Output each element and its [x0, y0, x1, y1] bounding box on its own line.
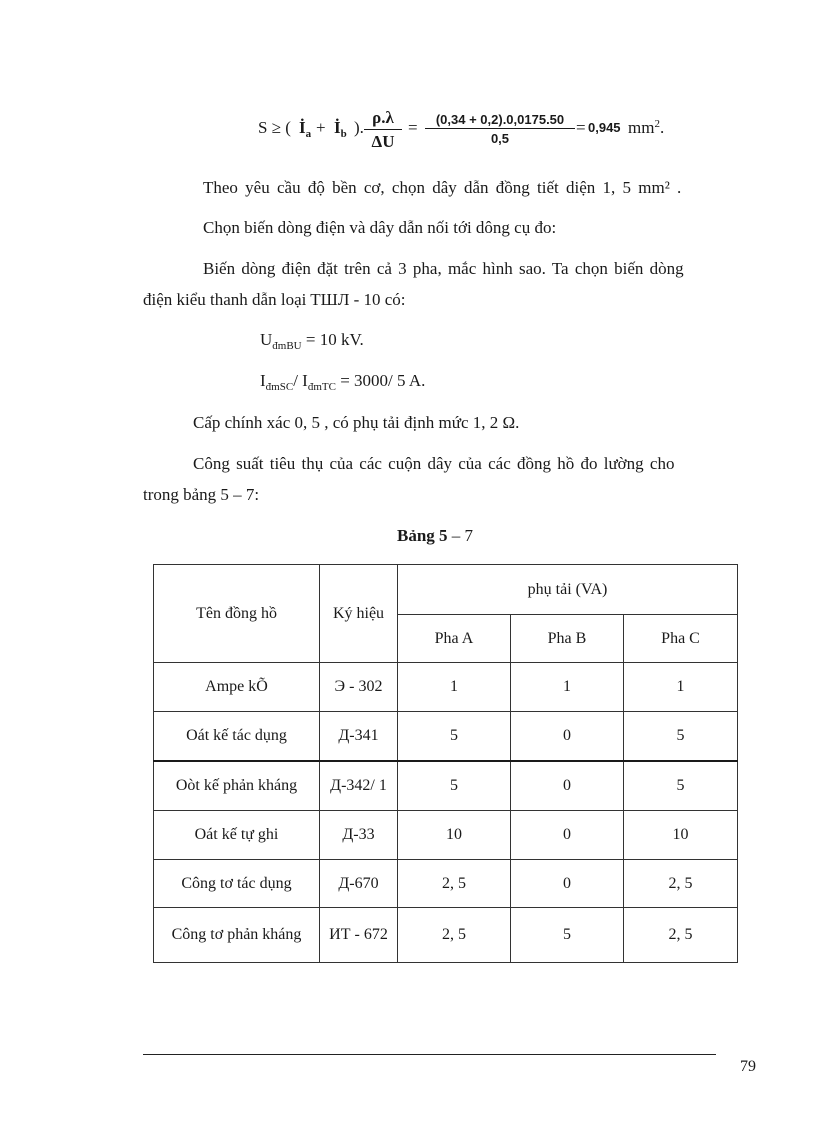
header-symbol: Ký hiệu [320, 565, 398, 663]
paragraph-1: Theo yêu cầu độ bền cơ, chọn dây dẫn đồng tiết diện 1, 5 mm² . [203, 178, 682, 197]
cell-symbol: Д-33 [320, 811, 398, 860]
cell-name: Công tơ phản kháng [154, 908, 320, 963]
cell-phase-b: 0 [511, 860, 624, 908]
cell-phase-b: 0 [511, 712, 624, 761]
current-ratio: $I_{đmSC}/$ $I_{đmTC} = 3000/$ 5 A. [260, 371, 426, 393]
cell-phase-c: 10 [624, 811, 738, 860]
cell-symbol: Д-341 [320, 712, 398, 761]
cell-phase-c: 5 [624, 761, 738, 811]
table-row [154, 761, 738, 811]
cell-symbol: Д-342/ 1 [320, 761, 398, 811]
meter-load-table [153, 564, 738, 963]
cell-name: Oát kế tự ghi [154, 811, 320, 860]
table-row [154, 811, 738, 860]
formula-current-a: $İ_a$ [299, 118, 312, 140]
cell-symbol: ИТ - 672 [320, 908, 398, 963]
fraction-rho-lambda: $\frac{\rho.\lambda}{\Delta U}$ [364, 108, 402, 152]
header-name: Tên đồng hồ [154, 565, 320, 663]
paragraph-3-line-1: Biến dòng điện đặt trên cả 3 pha, mắc hình sao. Ta chọn biến dòng [203, 259, 684, 278]
footer-rule [143, 1054, 716, 1055]
formula-current-b: $İ_b$ [334, 118, 347, 140]
cell-name: Công tơ tác dụng [154, 860, 320, 908]
cell-phase-c: 1 [624, 663, 738, 712]
cell-phase-b: 1 [511, 663, 624, 712]
cell-symbol: Д-670 [320, 860, 398, 908]
table-row [154, 860, 738, 908]
cell-phase-a: 1 [398, 663, 511, 712]
table-row [154, 712, 738, 761]
cell-name: Oòt kế phản kháng [154, 761, 320, 811]
cell-symbol: Э - 302 [320, 663, 398, 712]
header-load: phụ tải (VA) [398, 565, 738, 615]
fraction-values: $\frac{(0,34 + 0,2).0,0175.50}{0,5}$ [425, 112, 575, 146]
header-phase-a: Pha A [398, 615, 511, 663]
cell-phase-b: 5 [511, 908, 624, 963]
cell-phase-b: 0 [511, 761, 624, 811]
cell-phase-c: 2, 5 [624, 860, 738, 908]
paragraph-2: Chọn biến dòng điện và dây dẫn nối tới dông cụ đo: [203, 218, 557, 237]
header-phase-c: Pha C [624, 615, 738, 663]
voltage-rating: $U_{đmBU} = 10$ kV. [260, 330, 364, 352]
paragraph-4: Cấp chính xác 0, 5 , có phụ tải định mức 1, 2 Ω. [193, 413, 520, 432]
paragraph-5-line-1: Công suất tiêu thụ của các cuộn dây của các đồng hồ đo lường cho [193, 454, 675, 473]
formula-equals-2: = [576, 118, 586, 137]
cell-phase-a: 5 [398, 712, 511, 761]
formula-close: ). [354, 118, 364, 137]
cell-name: Ampe kÕ [154, 663, 320, 712]
cell-phase-a: 10 [398, 811, 511, 860]
table-row [154, 663, 738, 712]
table-caption: Bảng 5 – 7 [397, 526, 474, 545]
cell-phase-b: 0 [511, 811, 624, 860]
formula-lhs: S ≥ ( [258, 118, 291, 137]
cell-phase-a: 2, 5 [398, 860, 511, 908]
table-row [154, 908, 738, 963]
formula-equals: = [408, 118, 418, 137]
cell-name: Oát kế tác dụng [154, 712, 320, 761]
cell-phase-a: 2, 5 [398, 908, 511, 963]
page-number: 79 [740, 1058, 756, 1075]
header-phase-b: Pha B [511, 615, 624, 663]
formula-plus: + [316, 118, 326, 137]
paragraph-5-line-2: trong bảng 5 – 7: [143, 485, 260, 504]
paragraph-3-line-2: điện kiểu thanh dẫn loại TШЛ - 10 có: [143, 290, 406, 309]
cell-phase-a: 5 [398, 761, 511, 811]
formula-unit: $mm^2$. [628, 118, 665, 137]
formula-result: 0,945 [588, 120, 621, 135]
cell-phase-c: 2, 5 [624, 908, 738, 963]
cell-phase-c: 5 [624, 712, 738, 761]
